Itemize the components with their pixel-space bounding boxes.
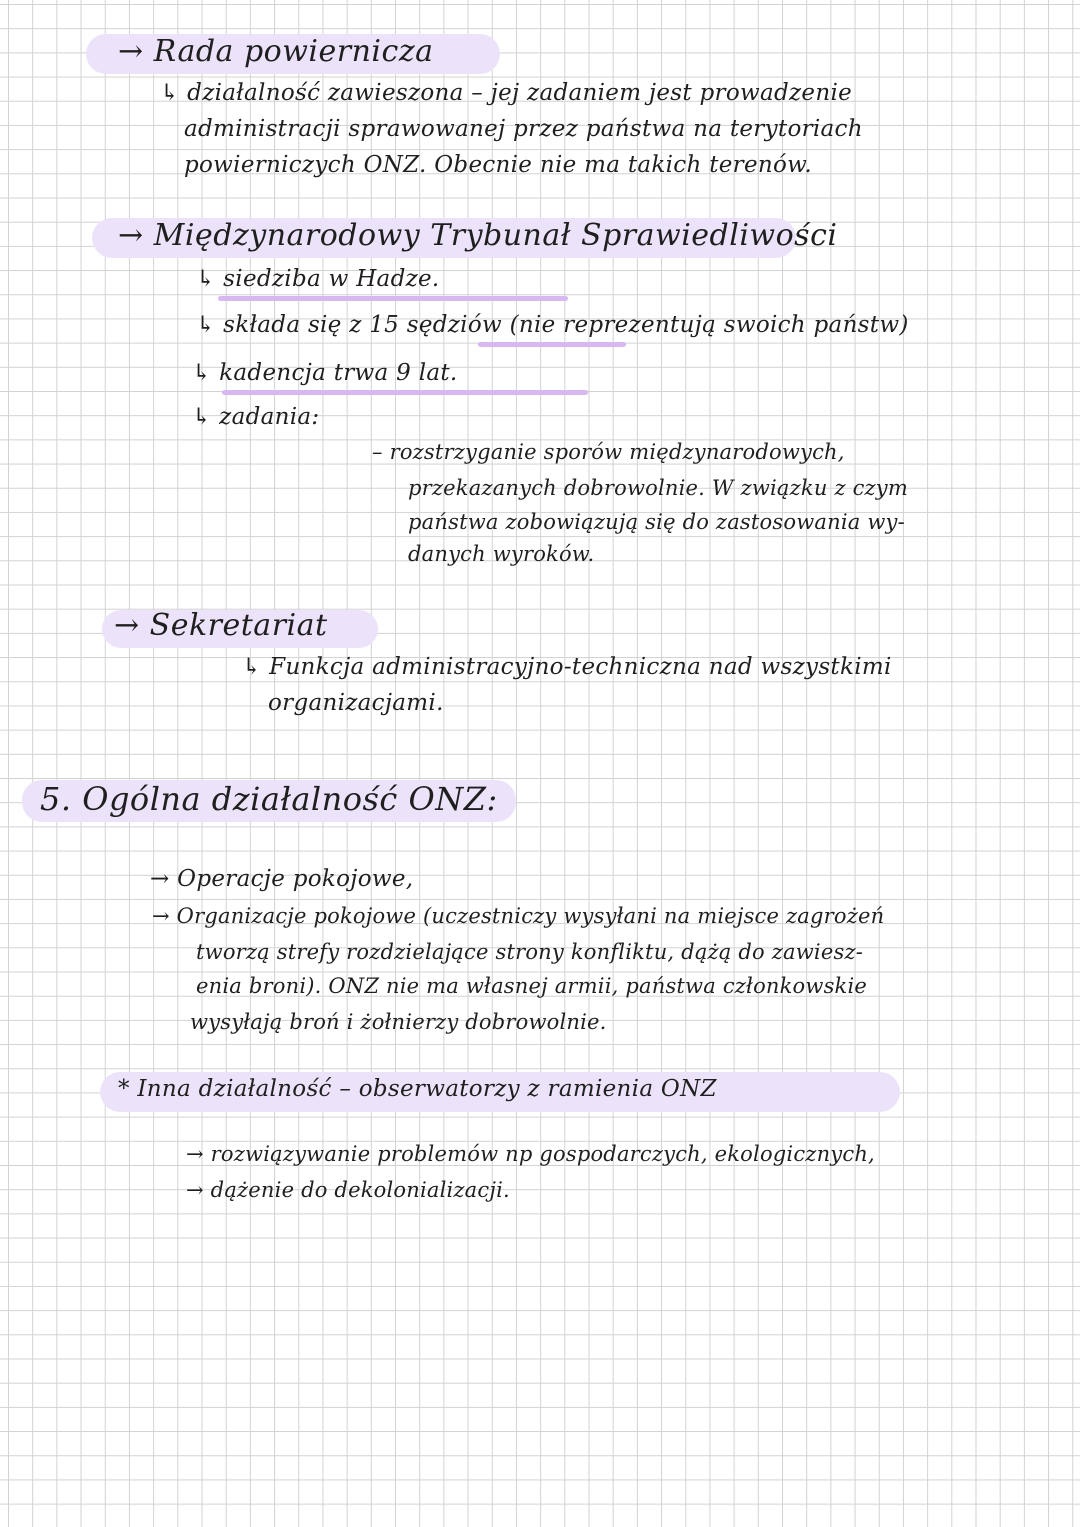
zadania-line-2: przekazanych dobrowolnie. W związku z czym — [408, 476, 908, 500]
zadania-line-4: danych wyroków. — [408, 542, 595, 566]
section5-item-operacje: → Operacje pokojowe, — [150, 866, 414, 892]
sekretariat-line-2: organizacjami. — [268, 690, 444, 716]
sekretariat-title: → Sekretariat — [114, 608, 328, 643]
inna-title: * Inna działalność – obserwatorzy z ramienia ONZ — [118, 1076, 717, 1102]
zadania-line-3: państwa zobowiązują się do zastosowania wy- — [408, 510, 905, 534]
section5-item-organizacje-2: tworzą strefy rozdzielające strony konfliktu, dążą do zawiesz- — [196, 940, 863, 964]
zadania-line-1: – rozstrzyganie sporów międzynarodowych, — [372, 440, 845, 464]
rada-line-3: powierniczych ONZ. Obecnie nie ma takich terenów. — [184, 152, 812, 178]
rada-title: → Rada powiernicza — [118, 34, 434, 69]
section5-item-organizacje-3: enia broni). ONZ nie ma własnej armii, państwa członkowskie — [196, 974, 868, 998]
section5-title: 5. Ogólna działalność ONZ: — [40, 780, 498, 818]
section5-item-organizacje-4: wysyłają broń i żołnierzy dobrowolnie. — [190, 1010, 607, 1034]
rada-line-2: administracji sprawowanej przez państwa na terytoriach — [184, 116, 863, 142]
rada-line-1: ↳ działalność zawieszona – jej zadaniem jest prowadzenie — [160, 80, 853, 106]
sedziow-underline — [478, 342, 626, 347]
trybunal-item-sklad: ↳ składa się z 15 sędziów (nie reprezentują swoich państw) — [196, 312, 909, 338]
trybunal-item-siedziba: ↳ siedziba w Hadze. — [196, 266, 440, 292]
siedziba-underline — [218, 296, 568, 301]
trybunal-title: → Międzynarodowy Trybunał Sprawiedliwości — [118, 218, 838, 253]
sekretariat-line-1: ↳ Funkcja administracyjno-techniczna nad wszystkimi — [242, 654, 892, 680]
kadencja-underline — [222, 390, 588, 395]
trybunal-item-zadania: ↳ zadania: — [192, 404, 320, 430]
inna-item-2: → dążenie do dekolonializacji. — [186, 1178, 510, 1202]
trybunal-item-kadencja: ↳ kadencja trwa 9 lat. — [192, 360, 458, 386]
section5-item-organizacje-1: → Organizacje pokojowe (uczestniczy wysyłani na miejsce zagrożeń — [152, 904, 885, 928]
inna-item-1: → rozwiązywanie problemów np gospodarczych, ekologicznych, — [186, 1142, 875, 1166]
